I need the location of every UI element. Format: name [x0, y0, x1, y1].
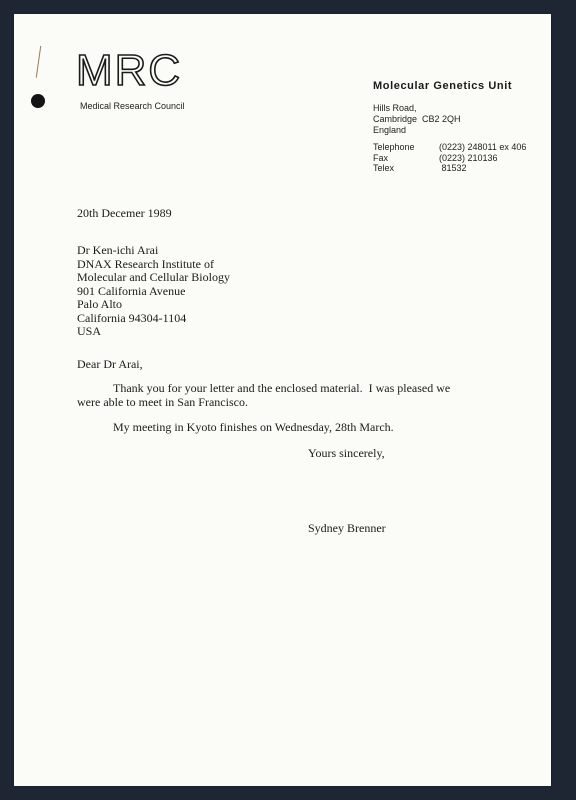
closing: Yours sincerely,: [308, 446, 385, 460]
recipient-line: California 94304-1104: [77, 310, 187, 325]
recipient-line: Palo Alto: [77, 297, 123, 311]
letter-date: 20th Decemer 1989: [77, 206, 172, 220]
address-line: Hills Road,: [373, 103, 417, 113]
contact-value: (0223) 210136: [439, 152, 498, 163]
contact-label: Fax: [373, 152, 389, 163]
contact-row: [373, 163, 526, 174]
address-line: England: [373, 125, 407, 135]
recipient-address: [77, 244, 230, 339]
organization-name: Medical Research Council: [80, 101, 185, 111]
address-line: Cambridge CB2 2QH: [373, 114, 461, 124]
paragraph-1-line-2: were able to meet in San Francisco.: [77, 394, 248, 409]
paragraph-1: [77, 381, 451, 409]
paragraph-2: My meeting in Kyoto finishes on Wednesday, 28th March.: [113, 420, 394, 434]
recipient-line: DNAX Research Institute of: [77, 256, 214, 271]
unit-address: [373, 103, 461, 136]
contact-row: [373, 153, 526, 164]
contact-value: 81532: [439, 163, 467, 173]
recipient-line: USA: [77, 324, 102, 338]
recipient-line: Molecular and Cellular Biology: [77, 270, 230, 284]
contact-label: Telex: [373, 163, 395, 173]
unit-name: Molecular Genetics Unit: [373, 80, 513, 92]
recipient-line: 901 California Avenue: [77, 283, 186, 298]
contact-details: [373, 142, 526, 174]
mrc-logo: MRC: [76, 46, 183, 95]
contact-row: [373, 142, 526, 153]
punch-hole: [31, 94, 45, 108]
salutation: Dear Dr Arai,: [77, 357, 143, 371]
paragraph-1-line-1: Thank you for your letter and the enclosed material. I was pleased we: [113, 381, 451, 395]
contact-label: Telephone: [373, 142, 415, 152]
contact-value: (0223) 248011 ex 406: [439, 142, 527, 152]
signature-name: Sydney Brenner: [308, 521, 386, 535]
recipient-line: Dr Ken-ichi Arai: [77, 243, 159, 257]
